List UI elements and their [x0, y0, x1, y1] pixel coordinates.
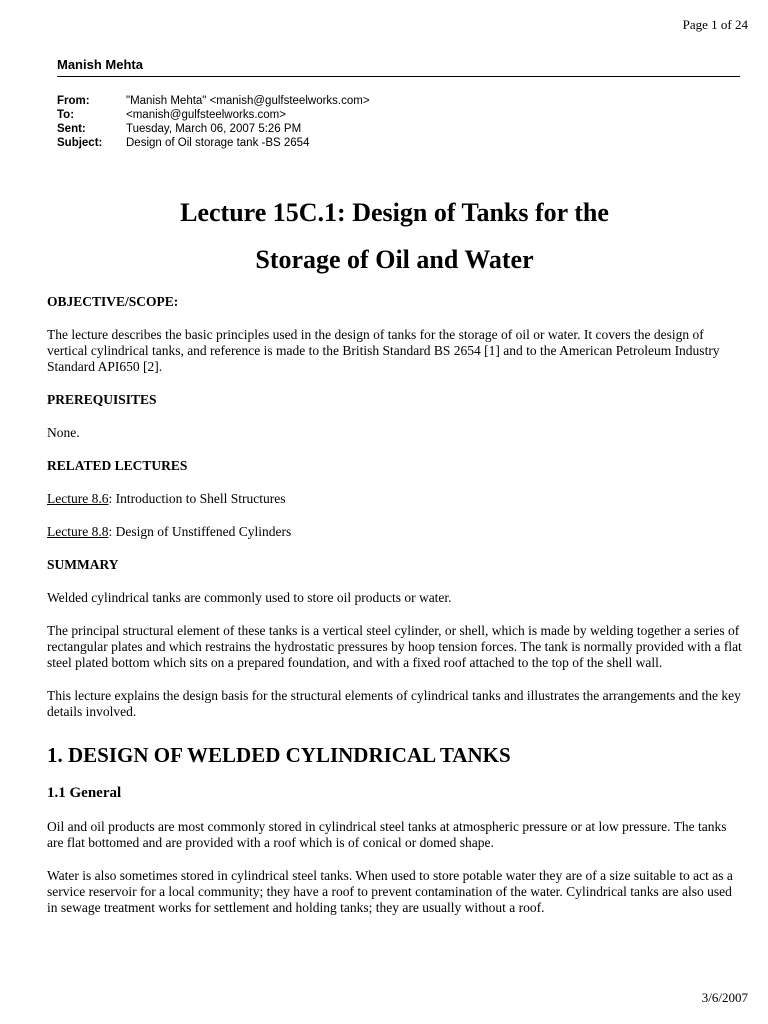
sender-name: Manish Mehta [57, 57, 143, 72]
email-sent-row [57, 122, 370, 136]
section-1-heading: 1. DESIGN OF WELDED CYLINDRICAL TANKS [47, 743, 511, 767]
related-lecture-text: : Design of Unstiffened Cylinders [108, 524, 292, 539]
title-line-1: Lecture 15C.1: Design of Tanks for the [180, 198, 609, 227]
related-lecture-text: : Introduction to Shell Structures [108, 491, 286, 506]
related-lecture-item [47, 491, 742, 507]
email-to-row [57, 108, 370, 122]
section-1-1-heading: 1.1 General [47, 785, 122, 801]
document-body [47, 194, 742, 916]
lecture-8-6-link[interactable]: Lecture 8.6 [47, 491, 109, 506]
email-header [57, 94, 370, 150]
page-number: Page 1 of 24 [682, 17, 748, 32]
related-lecture-item [47, 524, 742, 540]
from-label: From: [57, 95, 90, 107]
print-date: 3/6/2007 [701, 990, 748, 1005]
objective-paragraph: The lecture describes the basic principles used in the design of tanks for the storage of oil or water. It covers the design of vertical cylindrical tanks, and reference is made to the British Standard BS 2654 [1] and to the American Petroleum Industry Standard API650 [2]. [47, 327, 720, 374]
to-label: To: [57, 109, 75, 121]
document-title [47, 194, 742, 279]
sent-label: Sent: [57, 123, 86, 135]
summary-paragraph-2: The principal structural element of these tanks is a vertical steel cylinder, or shell, which is made by welding together a series of rectangular plates and which restrains the hydrostatic pressures by hoop tension forces. The tank is normally provided with a flat steel plated bottom which sits on a prepared foundation, and with a fixed roof attached to the top of the shell wall. [47, 623, 742, 670]
subject-value: Design of Oil storage tank -BS 2654 [126, 137, 310, 149]
summary-heading: SUMMARY [47, 557, 119, 572]
to-value: <manish@gulfsteelworks.com> [126, 109, 286, 121]
title-line-2: Storage of Oil and Water [255, 245, 534, 274]
section-1-1-paragraph-2: Water is also sometimes stored in cylindrical steel tanks. When used to store potable water they are of a size suitable to act as a service reservoir for a local community; they have a roof to prevent contamination of the water. Cylindrical tanks are also used in sewage treatment works for settlement and holding tanks; they are usually without a roof. [47, 868, 733, 915]
lecture-8-8-link[interactable]: Lecture 8.8 [47, 524, 109, 539]
summary-paragraph-1: Welded cylindrical tanks are commonly used to store oil products or water. [47, 590, 452, 605]
prerequisites-paragraph: None. [47, 425, 80, 440]
header-divider [57, 76, 740, 77]
from-value: "Manish Mehta" <manish@gulfsteelworks.com> [126, 95, 370, 107]
objective-heading: OBJECTIVE/SCOPE: [47, 294, 179, 309]
prerequisites-heading: PREREQUISITES [47, 392, 157, 407]
subject-label: Subject: [57, 137, 103, 149]
sent-value: Tuesday, March 06, 2007 5:26 PM [126, 123, 302, 135]
related-lectures-heading: RELATED LECTURES [47, 458, 188, 473]
email-subject-row [57, 136, 370, 150]
summary-paragraph-3: This lecture explains the design basis for the structural elements of cylindrical tanks and illustrates the arrangements and the key details involved. [47, 688, 741, 719]
email-from-row [57, 94, 370, 108]
section-1-1-paragraph-1: Oil and oil products are most commonly stored in cylindrical steel tanks at atmospheric pressure or at low pressure. The tanks are flat bottomed and are provided with a roof which is of conical or domed shape. [47, 819, 727, 850]
